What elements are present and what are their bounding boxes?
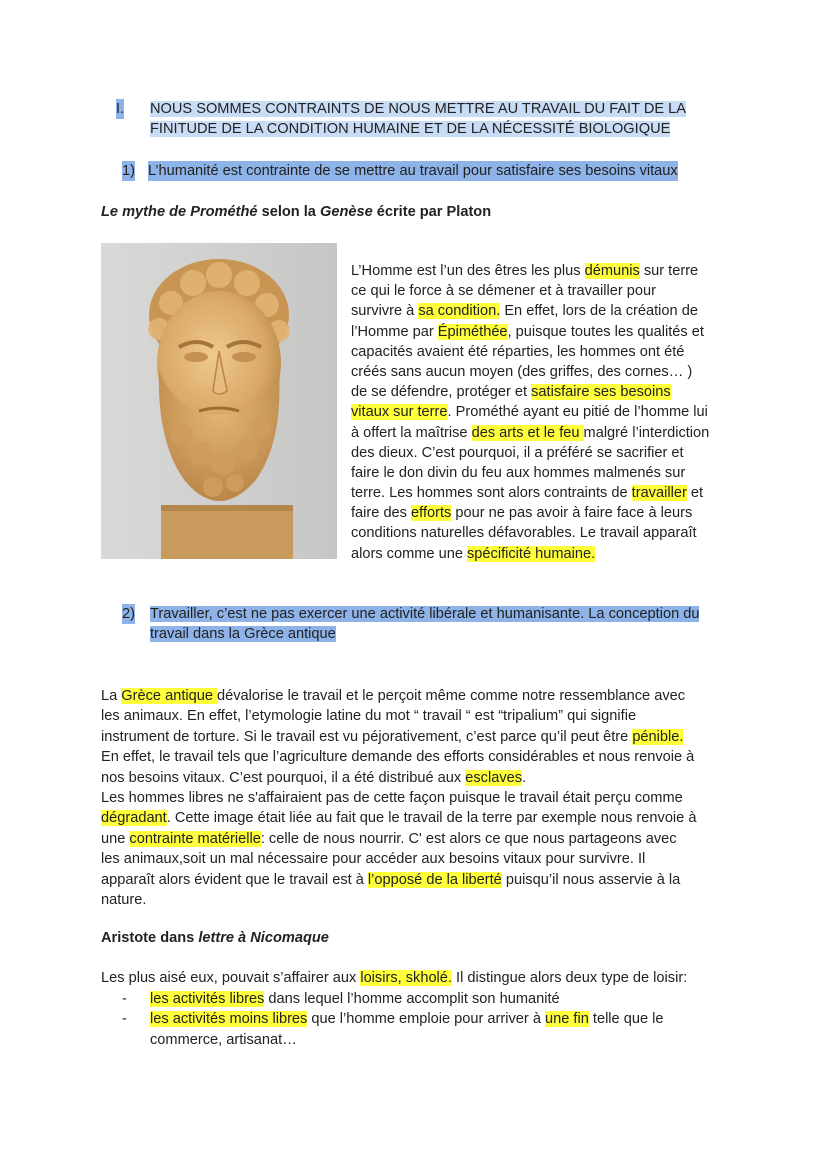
- text: et: [686, 485, 704, 502]
- highlight: esclaves: [465, 769, 523, 786]
- highlight: démunis: [584, 263, 640, 279]
- text: apparaît alors évident que le travail est à: [101, 871, 368, 888]
- text: instrument de torture. Si le travail est vu péjorativement, c’est parce qu’il peut être: [101, 728, 633, 745]
- text: Il distingue alors deux type de loisir:: [451, 970, 688, 986]
- text: : celle de nous nourrir. C' est alors ce que nous partageons avec: [260, 830, 677, 847]
- myth-paragraph: [351, 261, 736, 564]
- text-line: [101, 890, 741, 910]
- text-line: [351, 301, 736, 321]
- highlight: Grèce antique: [121, 688, 218, 704]
- myth-title-part: selon la: [257, 204, 320, 220]
- highlight: satisfaire ses besoins: [531, 384, 671, 401]
- text-line: [351, 503, 736, 523]
- myth-title-part: Le mythe de Prométhé: [101, 204, 258, 220]
- subsection-heading-line: Travailler, c’est ne pas exercer une activité libérale et humanisante. La conception du: [150, 606, 700, 622]
- text-line: [101, 727, 741, 747]
- loisir-paragraph: [101, 968, 687, 988]
- highlight: Épiméthée: [437, 323, 508, 340]
- highlight: sa condition.: [418, 303, 501, 320]
- text: . Prométhé ayant eu pitié de l’homme lui: [447, 404, 708, 421]
- text-line: [351, 483, 736, 503]
- text-line: [101, 870, 741, 890]
- highlight: pénible.: [632, 728, 684, 745]
- subsection-heading-text: L’humanité est contrainte de se mettre au travail pour satisfaire ses besoins vitaux: [148, 161, 678, 181]
- greece-paragraph: [101, 686, 741, 910]
- text: dans lequel l’homme accomplit son humanité: [264, 991, 560, 1007]
- text-line: [351, 342, 736, 362]
- text: nature.: [101, 891, 147, 908]
- text-line: [351, 463, 736, 483]
- text-line: [101, 788, 741, 808]
- text: que l’homme emploie pour arriver à: [307, 1011, 546, 1028]
- subsection-number: 1): [122, 161, 135, 181]
- text-line: [351, 281, 736, 301]
- aristote-title: [101, 928, 329, 948]
- text: malgré l’interdiction: [583, 424, 710, 441]
- text-line: [101, 808, 741, 828]
- list-dash: -: [122, 1011, 127, 1028]
- text: faire le don divin du feu aux hommes malmenés sur: [351, 464, 686, 481]
- aristote-title-part: lettre à: [198, 930, 251, 946]
- highlight: vitaux sur terre: [351, 404, 448, 421]
- highlight: les activités libres: [150, 991, 265, 1007]
- text-line: [101, 706, 741, 726]
- text: En effet, le travail tels que l’agriculture demande des efforts considérables et nous renvoie à: [101, 749, 695, 766]
- text: alors comme une: [351, 545, 467, 562]
- text-line: [101, 686, 741, 706]
- section-number: I.: [116, 99, 124, 119]
- text: à offert la maîtrise: [351, 424, 472, 441]
- text-line: [351, 322, 736, 342]
- text: faire des: [351, 505, 412, 522]
- text-line: [101, 849, 741, 869]
- text: capacités avaient été réparties, les hommes ont été: [351, 343, 685, 360]
- text: une: [101, 830, 130, 847]
- highlight: travailler: [631, 485, 687, 502]
- text: terre. Les hommes sont alors contraints de: [351, 485, 632, 502]
- list-item: [122, 1009, 742, 1029]
- text-line: [351, 261, 736, 281]
- myth-title-part: Genèse: [319, 204, 373, 220]
- subsection-heading-line: travail dans la Grèce antique: [150, 626, 336, 643]
- text: , puisque toutes les qualités et: [507, 323, 704, 340]
- list-item: [122, 989, 742, 1009]
- list-item-continuation: [122, 1030, 742, 1050]
- highlight: contrainte matérielle: [129, 830, 261, 847]
- text-line: [351, 382, 736, 402]
- text: pour ne pas avoir à faire face à leurs: [451, 505, 693, 522]
- highlight: l’opposé de la liberté: [367, 871, 502, 888]
- text-line: [351, 423, 736, 443]
- text: ce qui le force à se démener et à travailler pour: [351, 283, 657, 300]
- text: survivre à: [351, 303, 419, 320]
- text-line: [351, 544, 736, 564]
- text: conditions naturelles défavorables. Le travail apparaît: [351, 525, 697, 542]
- bust-of-plato-image: [101, 243, 337, 559]
- aristote-title-part: Aristote dans: [101, 930, 199, 946]
- highlight: efforts: [411, 505, 452, 522]
- text: les animaux,soit un mal nécessaire pour accéder aux besoins vitaux pour survivre. Il: [101, 851, 646, 868]
- text: commerce, artisanat…: [150, 1031, 297, 1048]
- highlight: des arts et le feu: [471, 424, 584, 441]
- loisir-list: [122, 989, 742, 1050]
- text: nos besoins vitaux. C’est pourquoi, il a été distribué aux: [101, 769, 466, 786]
- highlight: spécificité humaine.: [467, 545, 596, 562]
- section-heading-line: FINITUDE DE LA CONDITION HUMAINE ET DE LA NÉCESSITÉ BIOLOGIQUE: [150, 121, 671, 138]
- text-line: [351, 362, 736, 382]
- section-heading-line: NOUS SOMMES CONTRAINTS DE NOUS METTRE AU TRAVAIL DU FAIT DE LA: [150, 101, 686, 117]
- text: En effet, lors de la création de: [500, 303, 698, 320]
- list-dash: -: [122, 991, 127, 1007]
- text: La: [101, 688, 122, 704]
- text: sur terre: [639, 263, 699, 279]
- text: Les hommes libres ne s'affairaient pas de cette façon puisque le travail était perçu comme: [101, 789, 683, 806]
- text-line: [101, 747, 741, 767]
- text: .: [522, 769, 527, 786]
- highlight: dégradant: [101, 810, 167, 827]
- text: les animaux. En effet, l’etymologie latine du mot “ travail “ est “tripalium” qui signifie: [101, 708, 637, 725]
- highlight: une fin: [545, 1011, 589, 1028]
- myth-title: [101, 202, 491, 222]
- subsection-number: 2): [122, 604, 135, 624]
- text-line: [351, 443, 736, 463]
- text-line: [101, 768, 741, 788]
- aristote-title-part: Nicomaque: [250, 930, 329, 946]
- text-line: [351, 402, 736, 422]
- highlight: loisirs, skholé.: [360, 970, 452, 986]
- text: Les plus aisé eux, pouvait s’affairer aux: [101, 970, 361, 986]
- text: de se défendre, protéger et: [351, 384, 532, 401]
- text-line: [351, 523, 736, 543]
- text: puisqu’il nous asservie à la: [501, 871, 681, 888]
- text: créés sans aucun moyen (des griffes, des cornes… ): [351, 363, 693, 380]
- myth-title-part: écrite par Platon: [372, 204, 492, 220]
- text: telle que le: [588, 1011, 664, 1028]
- text: l’Homme par: [351, 323, 438, 340]
- text: des dieux. C’est pourquoi, il a préféré se sacrifier et: [351, 444, 684, 461]
- text: dévalorise le travail et le perçoit même comme notre ressemblance avec: [217, 688, 686, 704]
- text: L’Homme est l’un des êtres les plus: [351, 263, 585, 279]
- highlight: les activités moins libres: [150, 1011, 308, 1028]
- text-line: [101, 829, 741, 849]
- text: . Cette image était liée au fait que le travail de la terre par exemple nous renvoie à: [166, 810, 697, 827]
